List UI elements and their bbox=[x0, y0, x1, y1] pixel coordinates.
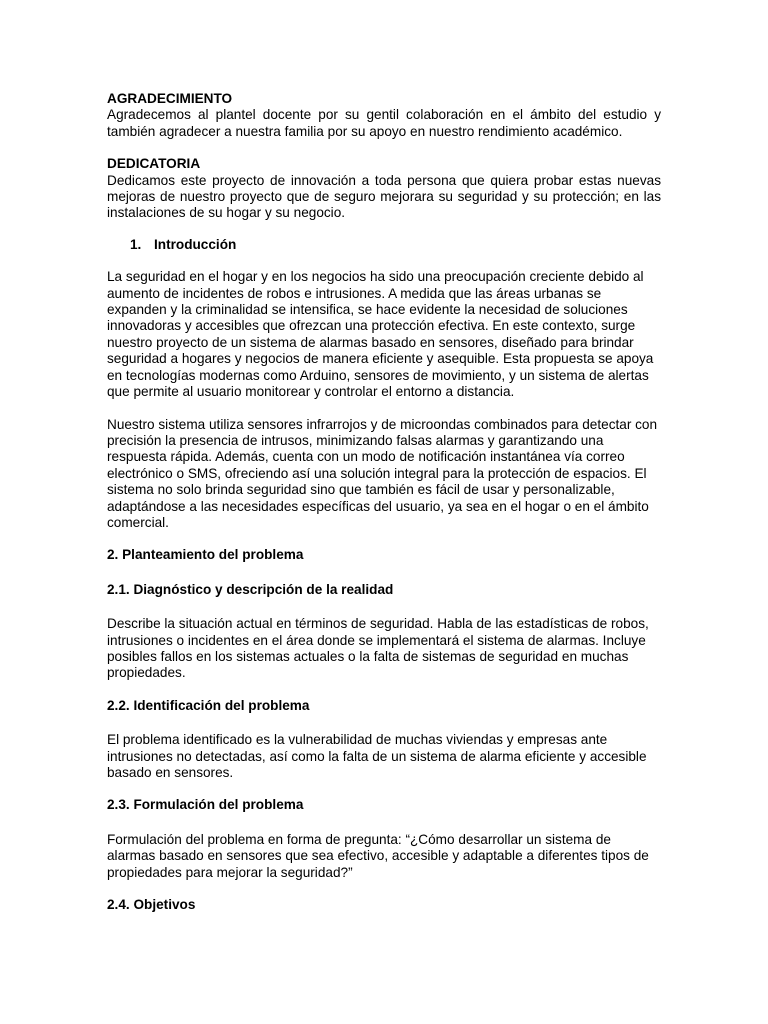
objetivos-heading: 2.4. Objetivos bbox=[107, 897, 196, 913]
introduccion-paragraph-2: Nuestro sistema utiliza sensores infrarrojos y de microondas combinados para detectar con precisión la presencia de intrusos, minimizando falsas alarmas y garantizando una respuesta rápida. Además, cuenta con un modo de notificación instantánea vía correo electrónico o SMS, ofreciendo así una solución integral para la protección de espacios. El sistema no solo brinda seguridad sino que también es fácil de usar y personalizable, adaptándose a las necesidades específicas del usuario, ya sea en el hogar o en el ámbito comercial. bbox=[107, 416, 658, 530]
dedicatoria-heading: DEDICATORIA bbox=[107, 156, 201, 172]
introduccion-heading bbox=[107, 237, 661, 253]
formulacion-text: Formulación del problema en forma de pregunta: “¿Cómo desarrollar un sistema de alarmas basado en sensores que sea efectivo, accesible y adaptable a diferentes tipos de propiedades para mejorar la seguridad?” bbox=[107, 831, 649, 880]
agradecimiento-heading: AGRADECIMIENTO bbox=[107, 91, 233, 106]
introduccion-number: 1. bbox=[130, 236, 142, 252]
introduccion-title: Introducción bbox=[154, 236, 237, 252]
diagnostico-text: Describe la situación actual en términos de seguridad. Habla de las estadísticas de robos, intrusiones o incidentes en el área donde se implementará el sistema de alarmas. Incluye posibles fallos en los sistemas actuales o la falta de sistemas de seguridad en muchas propiedades. bbox=[107, 616, 649, 681]
planteamiento-heading: 2. Planteamiento del problema bbox=[107, 547, 304, 563]
document-page bbox=[107, 91, 661, 913]
diagnostico-heading: 2.1. Diagnóstico y descripción de la realidad bbox=[107, 581, 394, 597]
dedicatoria-text: Dedicamos este proyecto de innovación a toda persona que quiera probar estas nuevas mejoras de nuestro proyecto que de seguro mejorara su seguridad y su protección; en las instalaciones de su hogar y su negocio. bbox=[107, 172, 661, 221]
identificacion-heading: 2.2. Identificación del problema bbox=[107, 697, 310, 713]
agradecimiento-text: Agradecemos al plantel docente por su gentil colaboración en el ámbito del estudio y también agradecer a nuestra familia por su apoyo en nuestro rendimiento académico. bbox=[107, 107, 661, 139]
identificacion-text: El problema identificado es la vulnerabilidad de muchas viviendas y empresas ante intrusiones no detectadas, así como la falta de un sistema de alarma eficiente y accesible basado en sensores. bbox=[107, 732, 647, 780]
introduccion-paragraph-1: La seguridad en el hogar y en los negocios ha sido una preocupación creciente debido al aumento de incidentes de robos e intrusiones. A medida que las áreas urbanas se expanden y la criminalidad se intensifica, se hace evidente la necesidad de soluciones innovadoras y accesibles que ofrezcan una protección efectiva. En este contexto, surge nuestro proyecto de un sistema de alarmas basado en sensores, diseñado para brindar seguridad a hogares y negocios de manera eficiente y asequible. Esta propuesta se apoya en tecnologías modernas como Arduino, sensores de movimiento, y un sistema de alertas que permite al usuario monitorear y controlar el entorno a distancia. bbox=[107, 269, 654, 400]
formulacion-heading: 2.3. Formulación del problema bbox=[107, 797, 304, 813]
